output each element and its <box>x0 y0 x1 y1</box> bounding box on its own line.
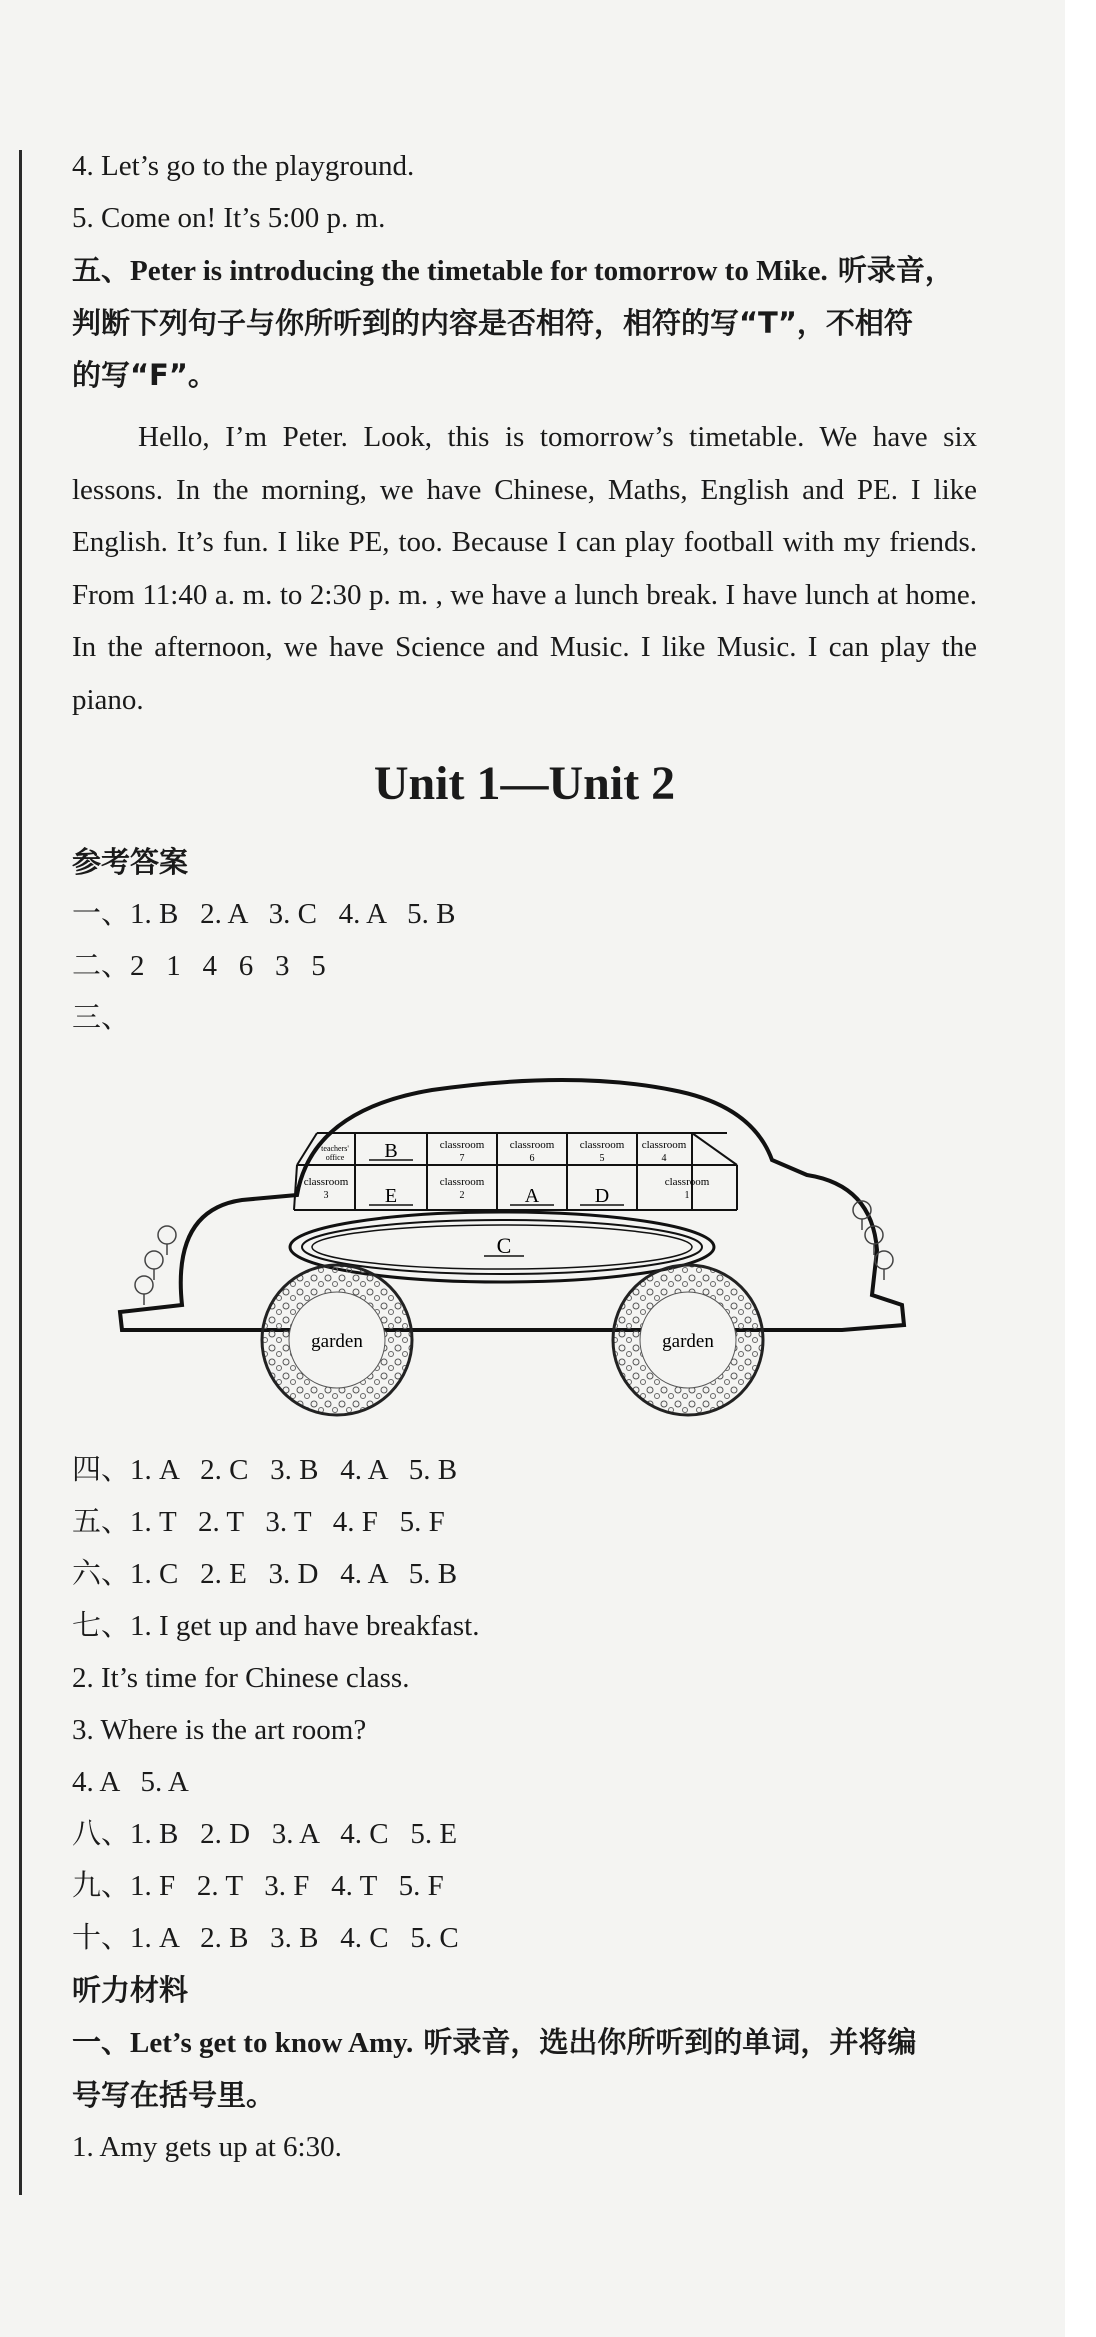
listening-heading: 听力材料 <box>72 1973 189 2007</box>
top-room-label: classroom <box>439 1139 485 1151</box>
page-edge <box>1065 0 1096 2337</box>
answer-line: 2. It’s time for Chinese class. <box>72 1662 410 1694</box>
unit-title: Unit 1—Unit 2 <box>373 757 676 810</box>
bottom-room-number: 1 <box>684 1190 690 1201</box>
answer-line: 六、1. C 2. E 3. D 4. A 5. B <box>72 1558 458 1590</box>
text-line: 1. Amy gets up at 6:30. <box>72 2131 342 2163</box>
answer-line: 九、1. F 2. T 3. F 4. T 5. F <box>72 1870 444 1902</box>
top-room-label: classroom <box>641 1139 687 1151</box>
answer-line: 七、1. I get up and have breakfast. <box>72 1610 480 1642</box>
answer-line: 二、2 1 4 6 3 5 <box>72 950 326 982</box>
answers-heading: 参考答案 <box>72 845 189 879</box>
bottom-room-label: classroom <box>303 1176 349 1188</box>
bottom-room-answer: E <box>384 1185 398 1207</box>
garden-label: garden <box>662 1331 714 1352</box>
answer-line: 3. Where is the art room? <box>72 1714 367 1746</box>
center-answer: C <box>496 1233 512 1258</box>
answer-line: 十、1. A 2. B 3. B 4. C 5. C <box>72 1922 459 1954</box>
section-heading-cont: 的写“F”。 <box>72 358 217 392</box>
bottom-room-number: 2 <box>459 1190 465 1201</box>
margin-rule <box>19 150 22 2195</box>
section-heading-cont: 判断下列句子与你所听到的内容是否相符，相符的写“T”，不相符 <box>72 306 913 340</box>
top-room-number: 5 <box>599 1153 605 1164</box>
top-room-label: classroom <box>579 1139 625 1151</box>
text-line: 4. Let’s go to the playground. <box>72 150 415 182</box>
garden-label: garden <box>311 1331 363 1352</box>
bottom-room-number: 3 <box>323 1190 329 1201</box>
section-heading-cont: 号写在括号里。 <box>72 2078 276 2112</box>
answer-line: 八、1. B 2. D 3. A 4. C 5. E <box>72 1818 458 1850</box>
answer-line: 四、1. A 2. C 3. B 4. A 5. B <box>72 1454 458 1486</box>
car-map-diagram <box>72 1050 977 1440</box>
top-room-number: 6 <box>529 1153 535 1164</box>
answer-line: 4. A 5. A <box>72 1766 189 1798</box>
car-map-svg <box>72 1050 977 1440</box>
section-heading: 五、Peter is introducing the timetable for tomorrow to Mike. 听录音， <box>72 253 954 287</box>
teachers-office-label: teachers' <box>321 1144 349 1153</box>
top-room-answer: B <box>384 1140 398 1162</box>
listening-paragraph: Hello, I’m Peter. Look, this is tomorrow’s timetable. We have six lessons. In the morning, we have Chinese, Maths, English and PE. I like English. It’s fun. I like PE, too. Because I can play football with my friends. From 11:40 a. m. to 2:30 p. m. , we have a lunch break. I have lunch at home. In the afternoon, we have Science and Music. I like Music. I can play the piano. <box>72 421 977 716</box>
bottom-room-label: classroom <box>439 1176 485 1188</box>
top-room-number: 7 <box>459 1153 465 1164</box>
section-heading: 一、Let’s get to know Amy. 听录音，选出你所听到的单词，并将编 <box>72 2025 917 2059</box>
answer-line: 五、1. T 2. T 3. T 4. F 5. F <box>72 1506 445 1538</box>
top-room-number: 4 <box>661 1153 667 1164</box>
top-room-label: classroom <box>509 1139 555 1151</box>
document-body <box>72 140 977 2173</box>
bottom-room-answer: D <box>594 1185 610 1207</box>
text-line: 5. Come on! It’s 5:00 p. m. <box>72 202 386 234</box>
bottom-room-label: classroom <box>664 1176 710 1188</box>
tree-icon <box>135 1201 893 1305</box>
bottom-room-answer: A <box>524 1185 540 1207</box>
teachers-office-label: office <box>325 1153 345 1162</box>
answer-line: 三、 <box>72 1002 131 1034</box>
answer-line: 一、1. B 2. A 3. C 4. A 5. B <box>72 898 456 930</box>
